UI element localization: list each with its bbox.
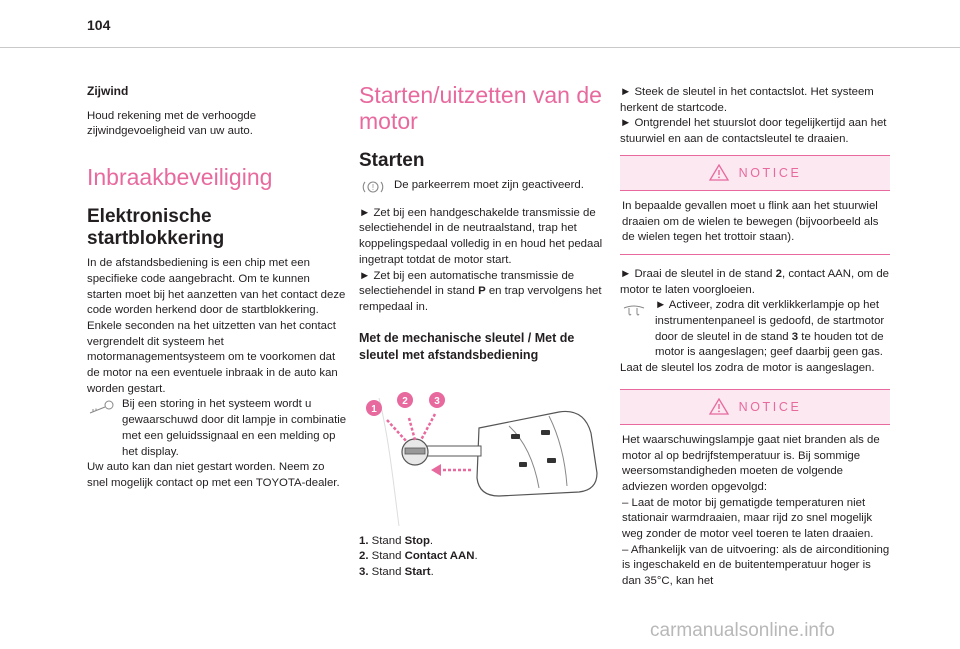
parking-brake-icon <box>359 179 387 195</box>
paragraph: Bij een storing in het systeem wordt u gewaarschuwd door dit lampje in combinatie met een geluidssignaal en een melding op het display. <box>122 398 347 458</box>
figure-callout-1 <box>366 400 382 416</box>
list-item: 3. Stand Start. <box>359 565 434 578</box>
automatic-transmission-step: ► Zet bij een automatische transmissie de selectiehendel in stand P en trap vervolgens het rempedaal in. <box>359 269 602 313</box>
page-number: 104 <box>87 17 111 33</box>
brake-note <box>359 178 607 194</box>
paragraph: In de afstandsbediening is een chip met een specifieke code aangebracht. Om te kunnen starten moet bij het aanzetten van het contact deze code worden herkend door de startblokkering. <box>87 257 346 317</box>
notice-label: NOTICE <box>738 165 802 180</box>
svg-text:3: 3 <box>434 395 440 407</box>
position-list <box>359 534 607 581</box>
notice-label: NOTICE <box>738 399 802 414</box>
paragraph: Enkele seconden na het uitzetten van het contact vergrendelt dit systeem het motormanagementsysteem om te voorkomen dat de motor na een eventuele inbraak in de auto kan worden gestart. <box>87 319 338 395</box>
ignition-key-figure <box>359 378 607 526</box>
list-item: 2. Stand Contact AAN. <box>359 550 478 563</box>
figure-arrows <box>387 414 471 476</box>
unlock-steering-step: ► Ontgrendel het stuurslot door tegelijkertijd aan het stuurwiel en aan de contactsleutel te draaien. <box>620 117 887 146</box>
insert-key-step: ► Steek de sleutel in het contactslot. Het systeem herkent de startcode. <box>620 86 874 114</box>
glow-plug-step: ► Draai de sleutel in de stand 2, contact AAN, om de motor te laten voorgloeien. <box>620 267 889 296</box>
zijwind-title: Zijwind <box>87 84 129 98</box>
key-subtitle: Met de mechanische sleutel / Met de sleutel met afstandsbediening <box>359 330 575 362</box>
warning-lamp-paragraph <box>87 397 347 460</box>
ignition-illustration <box>359 378 607 526</box>
zijwind-text: Houd rekening met de verhoogde zijwindgevoeligheid van uw auto. <box>87 109 257 138</box>
notice-text: – Afhankelijk van de uitvoering: als de airconditioning is ingeschakeld en de buitentemperatuur hoger is dan 35°C, kan het <box>622 543 890 588</box>
notice-text: Het waarschuwingslampje gaat niet branden als de motor al op bedrijfstemperatuur is. Bij sommige weersomstandigheden moeten de volgende adviezen worden opgevolgd: <box>622 433 880 493</box>
paragraph: Uw auto kan dan niet gestart worden. Neem zo snel mogelijk contact op met een TOYOTA-dealer. <box>87 461 340 489</box>
figure-callout-2 <box>397 392 413 408</box>
column-middle <box>359 78 607 580</box>
notice-text: In bepaalde gevallen moet u flink aan het stuurwiel draaien om de wielen te bewegen (bijvoorbeeld als de wielen tegen het trottoir staan). <box>622 199 879 244</box>
release-key-step: Laat de sleutel los zodra de motor is aangeslagen. <box>620 362 875 375</box>
column-right <box>620 85 890 598</box>
svg-text:!: ! <box>371 183 375 192</box>
manual-transmission-step: ► Zet bij een handgeschakelde transmissie de selectiehendel in de neutraalstand, trap het koppelingspedaal volledig in en houd het pedaal ingetrapt totdat de motor start. <box>359 206 603 266</box>
column-left <box>87 78 347 492</box>
remote-key-icon <box>477 411 597 496</box>
svg-text:2: 2 <box>402 395 408 407</box>
section-title-starten-uitzetten: Starten/uitzetten van de motor <box>359 82 602 134</box>
header-divider <box>0 47 960 48</box>
notice-box-1 <box>620 155 890 255</box>
subsection-title-starten: Starten <box>359 150 425 171</box>
notice-header <box>620 156 890 191</box>
start-step-text: ► Activeer, zodra dit verklikkerlampje op het instrumentenpaneel is gedoofd, de startmotor door de sleutel in de stand 3 te houden tot de motor is aangeslagen; geef daarbij geen gas. <box>655 299 885 359</box>
brake-note-text: De parkeerrem moet zijn geactiveerd. <box>394 179 584 191</box>
key-warning-lamp-icon <box>87 399 115 415</box>
glow-plug-lamp-icon <box>620 303 648 319</box>
notice-box-2 <box>620 389 890 598</box>
watermark: carmanualsonline.info <box>650 620 835 641</box>
list-item: 1. Stand Stop. <box>359 534 434 547</box>
figure-callout-3 <box>429 392 445 408</box>
svg-text:1: 1 <box>371 403 377 415</box>
warning-triangle-icon <box>709 164 729 181</box>
notice-text: – Laat de motor bij gematigde temperaturen niet stationair warmdraaien, maar rijd zo snel mogelijk weg zonder de motor veel toeren te laten draaien. <box>622 496 874 541</box>
start-step <box>620 298 890 361</box>
subsection-title-startblokkering: Elektronische startblokkering <box>87 206 225 250</box>
notice-header <box>620 390 890 425</box>
section-title-inbraak: Inbraakbeveiliging <box>87 164 273 191</box>
warning-triangle-icon <box>709 398 729 415</box>
